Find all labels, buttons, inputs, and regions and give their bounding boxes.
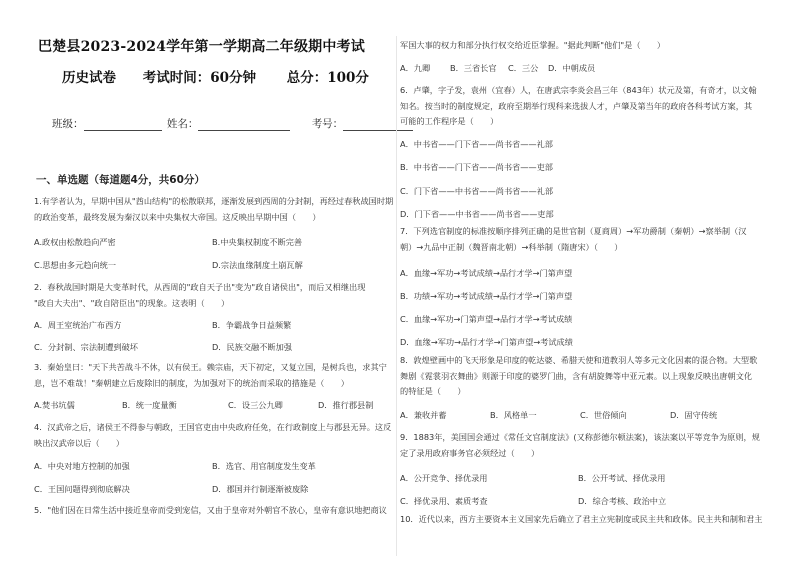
option-c[interactable]: C．三公 [508,63,539,73]
option-b[interactable]: B．争霸战争日益频繁 [212,320,292,330]
question-9-options-row-1 [400,473,666,484]
question-9-line-2: 定了录用政府事务官必须经过（ ） [400,447,540,458]
name-label: 姓名： [166,118,199,130]
question-4-line-2: 映出汉武帝以后（ ） [34,437,125,448]
question-8-line-1: 8．敦煌壁画中的飞天形象是印度的乾达婆、希腊天使和道教羽人等多元文化因素的混合物。大型歌 [400,355,758,365]
question-6-option-a[interactable]: A．中书省——门下省——尚书省——礼部 [400,139,553,149]
option-d[interactable]: D.宗法血缘制度土崩瓦解 [212,260,303,270]
question-6-option-b[interactable]: B．中书省——门下省——尚书省——吏部 [400,162,553,172]
name-field[interactable] [198,119,290,131]
option-d[interactable]: D．综合考核、政治中立 [578,496,667,506]
question-7-line-2: 朝）→九品中正制（魏晋南北朝）→科举制（隋唐宋）（ ） [400,241,623,252]
class-field[interactable] [84,119,162,131]
option-a[interactable]: A.政权由松散趋向严密 [34,237,116,247]
subject-label: 历史试卷 [62,70,116,86]
question-4 [34,420,399,451]
section-title: 一、单选题（每道题4分，共60分） [36,174,205,186]
option-c[interactable]: C．分封制、宗法制遭到破坏 [34,342,138,352]
question-2-line-2: "政自大夫出"、"政自陪臣出"的现象。这表明（ ） [34,297,230,308]
option-b[interactable]: B．统一度量衡 [122,400,177,410]
question-1-line-1: 1.有学者认为，早期中国从"酋山结构"的松散联邦，逐渐发展到西周的分封制，再经过春秋战国时期 [34,196,394,206]
question-1-line-2: 的政治变革，最终发展为秦汉以来中央集权大帝国。这反映出早期中国（ ） [34,211,321,222]
question-2-options-row-1 [34,320,291,331]
question-7-option-b[interactable]: B．功绩→军功→考试成绩→品行才学→门第声望 [400,291,573,301]
exam-time: 考试时间：60分钟 [142,70,256,86]
question-1-options-row-2 [34,260,303,271]
question-6-line-1: 6．卢肇，字子发，袁州（宜春）人，在唐武宗李炎会昌三年（843年）状元及第，有奇才，以文翰 [400,85,757,95]
question-4-options-row-2 [34,484,308,495]
question-2-options-row-2 [34,342,292,353]
question-3-options [34,400,373,411]
option-c[interactable]: C．择优录用、素质考查 [400,496,488,506]
option-a[interactable]: A．兼收并蓄 [400,410,447,420]
column-divider [396,36,397,556]
question-9-line-1: 9．1883年，美国国会通过《常任文官制度法》(又称彭德尔顿法案)，该法案以平等竞争为原则，规 [400,432,760,442]
question-3 [34,360,399,391]
exam-title: 巴楚县2023-2024学年第一学期高二年级期中考试 [38,39,365,55]
option-b[interactable]: B．风格单一 [490,410,537,420]
option-d[interactable]: D．民族交融不断加强 [212,342,292,352]
question-9 [400,430,770,461]
question-2-line-1: 2．春秋战国时期是大变革时代，从西周的"政自天子出"变为"政自诸侯出"，而后又相继出现 [34,282,366,292]
option-b[interactable]: B．公开考试、择优录用 [578,473,666,483]
question-10 [400,512,770,528]
option-a[interactable]: A．公开竞争、择优录用 [400,473,488,483]
option-a[interactable]: A．周王室统治广布西方 [34,320,122,330]
option-c[interactable]: C.思想由多元趋向统一 [34,260,117,270]
question-10-line-1: 10．近代以来，西方主要资本主义国家先后确立了君主立宪制度或民主共和政体。民主共和制和君主 [400,514,763,524]
option-a[interactable]: A.焚书坑儒 [34,400,75,410]
option-b[interactable]: B．选官、用官制度发生变革 [212,461,316,471]
option-b[interactable]: B.中央集权制度不断完善 [212,237,303,247]
question-7-option-d[interactable]: D．血缘→军功→品行才学→门第声望→考试成绩 [400,337,573,347]
total-score: 总分：100分 [286,70,369,86]
question-5-continued: 军国大事的权力和部分执行权交给近臣掌握。"据此判断"他们"是（ ） [400,40,666,50]
question-7-option-a[interactable]: A．血缘→军功→考试成绩→品行才学→门第声望 [400,268,573,278]
option-a[interactable]: A．九卿 [400,63,431,73]
question-3-line-2: 息，岂不难哉！"秦朝建立后废除旧的制度，为加强对下的统治而采取的措施是（ ） [34,377,349,388]
question-6-option-c[interactable]: C．门下省——中书省——尚书省——礼部 [400,186,554,196]
id-label: 考号： [311,118,344,130]
option-c[interactable]: C．设三公九卿 [228,400,283,410]
question-8-options [400,410,717,421]
question-4-line-1: 4．汉武帝之后，诸侯王不得参与朝政，王国官吏由中央政府任免，在行政制度上与郡县无异。这反 [34,422,392,432]
question-6 [400,83,770,130]
question-5-line-1: 5．"他们因在日常生活中接近皇帝而受到宠信，又由于皇帝对外朝官不放心，皇帝有意识地把商议 [34,505,387,515]
question-8 [400,353,770,400]
question-7 [400,224,770,255]
question-9-options-row-2 [400,496,666,507]
question-6-option-d[interactable]: D．门下省——中书省——尚书省——吏部 [400,209,554,219]
question-8-line-2: 舞剧《霓裳羽衣舞曲》则源于印度的婆罗门曲，含有胡旋舞等中亚元素。以上现象反映出唐朝文化 [400,370,753,381]
question-8-line-3: 的特征是（ ） [400,386,466,396]
question-7-line-1: 7．下列选官制度的标准按顺序排列正确的是世官制（夏商周）→军功爵制（秦朝）→察举制（汉 [400,226,747,236]
option-c[interactable]: C．王国问题得到彻底解决 [34,484,130,494]
question-1-options-row-1 [34,237,302,248]
question-2 [34,280,399,311]
option-d[interactable]: D．固守传统 [670,410,718,420]
option-b[interactable]: B．三省长官 [450,63,497,73]
question-5 [34,503,399,519]
option-d[interactable]: D．推行郡县制 [318,400,374,410]
question-7-option-c[interactable]: C．血缘→军功→门第声望→品行才学→考试成绩 [400,314,573,324]
option-d[interactable]: D．郡国并行制逐渐被废除 [212,484,309,494]
question-6-line-2: 知名。按当时的制度规定，政府至期举行现科来选拔人才，卢肇及第当年的政府各科考试方案，其 [400,100,753,111]
class-label: 班级： [52,118,84,130]
student-info-row [52,116,413,131]
option-a[interactable]: A．中央对地方控制的加强 [34,461,130,471]
exam-subtitle-line [62,66,369,86]
question-3-line-1: 3．秦始皇曰："天下共苦战斗不休，以有侯王。赖宗庙，天下初定，又复立国，是树兵也，求其宁 [34,362,387,372]
question-6-line-3: 可能的工作程序是（ ） [400,116,499,126]
question-1 [34,194,399,225]
question-5-options [400,63,595,74]
option-d[interactable]: D．中朝成员 [548,63,596,73]
option-c[interactable]: C．世俗倾向 [580,410,627,420]
question-4-options-row-1 [34,461,316,472]
